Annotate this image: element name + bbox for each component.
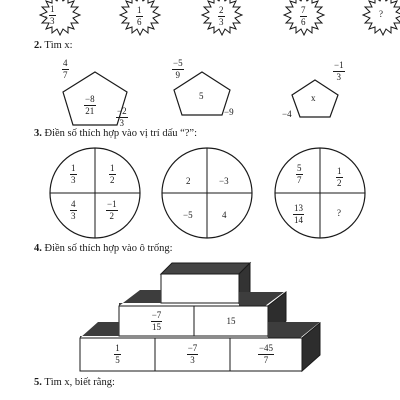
circle1-br: $\frac{-1}{2}$: [107, 199, 117, 221]
circle1-bl: $\frac{4}{3}$: [71, 199, 76, 221]
circle3-tl: $\frac{5}{7}$: [297, 163, 302, 185]
pent3-center: x: [311, 93, 316, 103]
star-2-label: $\frac{1}{6}$: [137, 5, 142, 27]
pent3-top: $\frac{-1}{3}$: [334, 60, 344, 82]
brick-middle-right[interactable]: 15: [226, 316, 236, 326]
star-3-label: $\frac{2}{3}$: [219, 5, 224, 27]
pent1-bottom: $\frac{-2}{3}$: [117, 106, 127, 128]
pent3-left: −4: [282, 109, 292, 119]
circle1-tr: $\frac{1}{2}$: [110, 163, 115, 185]
section5-heading: 5. Tìm x, biết rằng:: [34, 377, 115, 388]
pent1-top: $\frac{4}{7}$: [63, 58, 68, 80]
brick-bottom-mid[interactable]: $\frac{-7}{3}$: [187, 343, 198, 365]
pent1-center: $\frac{-8}{21}$: [85, 94, 95, 116]
brick-middle-left[interactable]: $\frac{-7}{15}$: [151, 309, 162, 332]
brick-bottom-left[interactable]: $\frac{1}{5}$: [115, 343, 120, 365]
star-5-label: ?: [379, 9, 383, 19]
section2-heading: 2. Tìm x:: [34, 40, 73, 51]
star-4-label: $\frac{7}{6}$: [301, 5, 306, 27]
circle3-br: ?: [337, 208, 341, 218]
circle2-tr: −3: [219, 176, 229, 186]
circle2-bl: −5: [183, 210, 193, 220]
section4-heading: 4. Điền số thích hợp vào ô trống:: [34, 243, 173, 254]
circle1-tl: $\frac{1}{3}$: [71, 163, 76, 185]
pent2-top: $\frac{-5}{9}$: [173, 58, 183, 80]
star-1-label: - $\frac{1}{3}$: [44, 4, 55, 26]
brick-bottom-right[interactable]: $\frac{-45}{7}$: [258, 343, 274, 365]
pent2-right: −9: [224, 107, 234, 117]
circle3-tr: $\frac{1}{2}$: [337, 166, 342, 188]
circle3-bl: $\frac{13}{14}$: [294, 203, 303, 225]
circle2-br: 4: [222, 210, 227, 220]
circle2-tl: 2: [186, 176, 191, 186]
pent2-center: 5: [199, 91, 204, 101]
section3-heading: 3. Điền số thích hợp vào vị trí dấu “?”:: [34, 128, 198, 139]
